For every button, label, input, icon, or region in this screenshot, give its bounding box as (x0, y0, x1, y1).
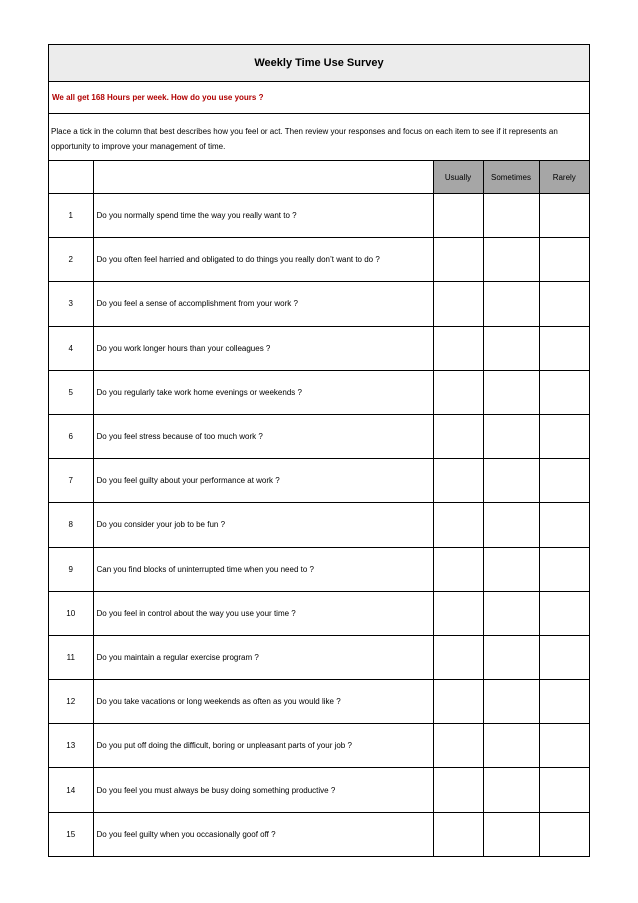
answer-cell-sometimes[interactable] (483, 326, 539, 370)
question-number: 15 (49, 812, 93, 856)
question-number: 13 (49, 724, 93, 768)
question-row (49, 370, 589, 414)
answer-cell-rarely[interactable] (539, 370, 589, 414)
answer-cell-usually[interactable] (433, 282, 483, 326)
question-row (49, 724, 589, 768)
header-num-cell (49, 161, 93, 194)
answer-cell-sometimes[interactable] (483, 724, 539, 768)
answer-cell-usually[interactable] (433, 547, 483, 591)
header-sometimes: Sometimes (483, 161, 539, 194)
answer-cell-usually[interactable] (433, 370, 483, 414)
answer-cell-usually[interactable] (433, 635, 483, 679)
answer-cell-rarely[interactable] (539, 547, 589, 591)
question-row (49, 238, 589, 282)
answer-cell-rarely[interactable] (539, 326, 589, 370)
answer-cell-sometimes[interactable] (483, 503, 539, 547)
question-row (49, 326, 589, 370)
question-row (49, 591, 589, 635)
answer-cell-usually[interactable] (433, 326, 483, 370)
answer-cell-usually[interactable] (433, 591, 483, 635)
answer-cell-rarely[interactable] (539, 635, 589, 679)
survey-table (49, 161, 589, 856)
header-row (49, 161, 589, 194)
answer-cell-sometimes[interactable] (483, 591, 539, 635)
question-number: 14 (49, 768, 93, 812)
question-text: Do you feel guilty about your performance at work ? (93, 459, 433, 503)
answer-cell-usually[interactable] (433, 724, 483, 768)
survey-subtitle: We all get 168 Hours per week. How do you use yours ? (49, 82, 589, 114)
answer-cell-sometimes[interactable] (483, 370, 539, 414)
answer-cell-rarely[interactable] (539, 768, 589, 812)
question-row (49, 768, 589, 812)
question-text: Can you find blocks of uninterrupted time when you need to ? (93, 547, 433, 591)
question-text: Do you consider your job to be fun ? (93, 503, 433, 547)
answer-cell-usually[interactable] (433, 414, 483, 458)
answer-cell-rarely[interactable] (539, 459, 589, 503)
question-row (49, 812, 589, 856)
answer-cell-sometimes[interactable] (483, 194, 539, 238)
question-row (49, 414, 589, 458)
question-text: Do you feel a sense of accomplishment from your work ? (93, 282, 433, 326)
question-row (49, 459, 589, 503)
question-text: Do you work longer hours than your colleagues ? (93, 326, 433, 370)
question-number: 7 (49, 459, 93, 503)
header-usually: Usually (433, 161, 483, 194)
question-number: 12 (49, 680, 93, 724)
answer-cell-sometimes[interactable] (483, 459, 539, 503)
question-text: Do you feel stress because of too much work ? (93, 414, 433, 458)
answer-cell-usually[interactable] (433, 812, 483, 856)
question-text: Do you often feel harried and obligated to do things you really don’t want to do ? (93, 238, 433, 282)
answer-cell-rarely[interactable] (539, 680, 589, 724)
question-row (49, 503, 589, 547)
answer-cell-usually[interactable] (433, 238, 483, 282)
question-text: Do you feel you must always be busy doing something productive ? (93, 768, 433, 812)
question-text: Do you normally spend time the way you really want to ? (93, 194, 433, 238)
question-text: Do you regularly take work home evenings or weekends ? (93, 370, 433, 414)
question-row (49, 547, 589, 591)
answer-cell-usually[interactable] (433, 768, 483, 812)
answer-cell-sometimes[interactable] (483, 414, 539, 458)
answer-cell-rarely[interactable] (539, 194, 589, 238)
answer-cell-rarely[interactable] (539, 724, 589, 768)
question-number: 9 (49, 547, 93, 591)
answer-cell-sometimes[interactable] (483, 635, 539, 679)
header-rarely: Rarely (539, 161, 589, 194)
header-question-cell (93, 161, 433, 194)
question-number: 10 (49, 591, 93, 635)
question-row (49, 282, 589, 326)
answer-cell-rarely[interactable] (539, 591, 589, 635)
question-number: 1 (49, 194, 93, 238)
question-text: Do you put off doing the difficult, boring or unpleasant parts of your job ? (93, 724, 433, 768)
answer-cell-usually[interactable] (433, 459, 483, 503)
question-number: 8 (49, 503, 93, 547)
question-row (49, 635, 589, 679)
question-number: 3 (49, 282, 93, 326)
question-number: 5 (49, 370, 93, 414)
answer-cell-rarely[interactable] (539, 812, 589, 856)
answer-cell-sometimes[interactable] (483, 282, 539, 326)
answer-cell-usually[interactable] (433, 503, 483, 547)
answer-cell-rarely[interactable] (539, 282, 589, 326)
answer-cell-sometimes[interactable] (483, 680, 539, 724)
question-text: Do you feel guilty when you occasionally goof off ? (93, 812, 433, 856)
survey-instructions: Place a tick in the column that best describes how you feel or act. Then review your responses and focus on each item to see if it represents an opportunity to improve your management of time. (49, 114, 589, 161)
question-number: 4 (49, 326, 93, 370)
question-text: Do you take vacations or long weekends as often as you would like ? (93, 680, 433, 724)
survey-sheet (48, 44, 590, 857)
answer-cell-rarely[interactable] (539, 414, 589, 458)
answer-cell-sometimes[interactable] (483, 238, 539, 282)
answer-cell-rarely[interactable] (539, 503, 589, 547)
survey-title: Weekly Time Use Survey (49, 45, 589, 82)
answer-cell-rarely[interactable] (539, 238, 589, 282)
answer-cell-sometimes[interactable] (483, 812, 539, 856)
answer-cell-usually[interactable] (433, 194, 483, 238)
answer-cell-sometimes[interactable] (483, 768, 539, 812)
question-text: Do you maintain a regular exercise program ? (93, 635, 433, 679)
answer-cell-usually[interactable] (433, 680, 483, 724)
question-text: Do you feel in control about the way you use your time ? (93, 591, 433, 635)
answer-cell-sometimes[interactable] (483, 547, 539, 591)
question-row (49, 194, 589, 238)
question-number: 2 (49, 238, 93, 282)
question-number: 11 (49, 635, 93, 679)
question-number: 6 (49, 414, 93, 458)
question-row (49, 680, 589, 724)
